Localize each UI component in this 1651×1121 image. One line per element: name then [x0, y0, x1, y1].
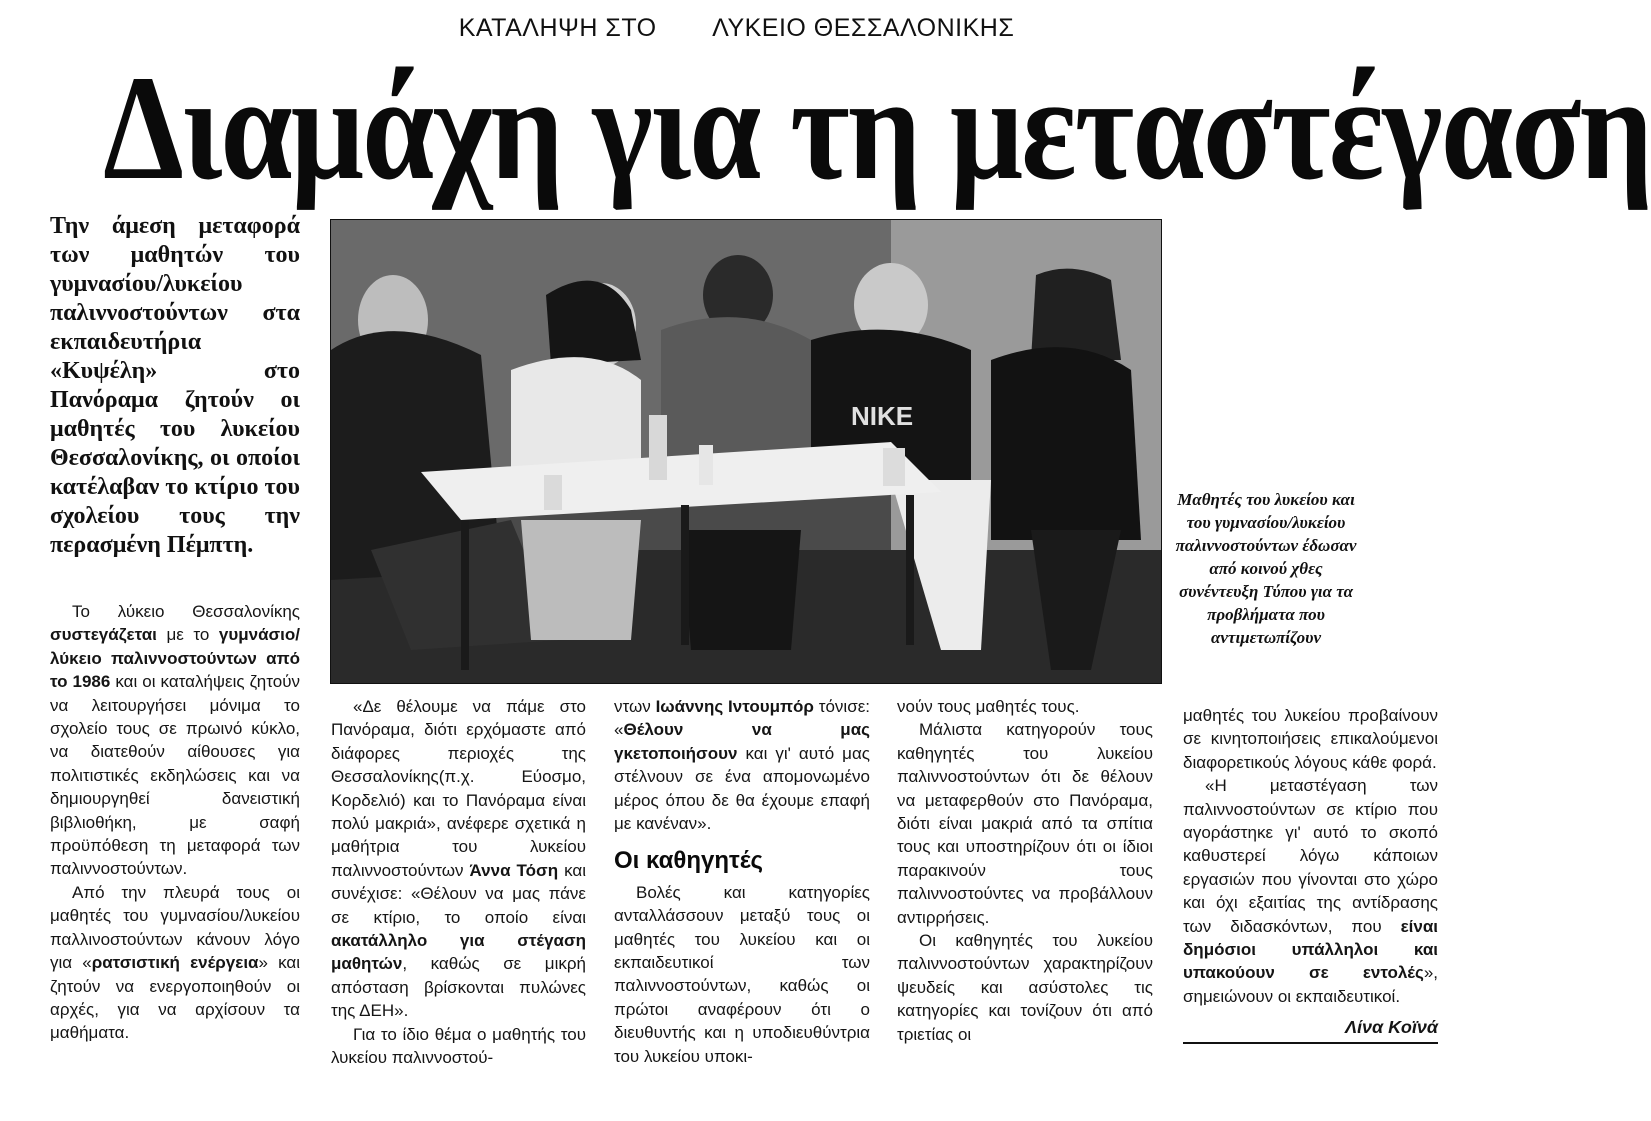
lead-paragraph: Την άμεση μεταφορά των μαθητών του γυμνασίου/λυκείου παλιννοστούντων στα εκπαιδευτήρια «Κυψέλη» στο Πανόραμα ζητούν οι μαθητές του λυκείου Θεσσαλονίκης, οι οποίοι κατέλαβαν το κτίριο του σχολείου τους την περασμένη Πέμπτη. — [50, 213, 300, 558]
text-run: και οι καταλήψεις ζητούν να λειτουργήσει μόνιμα το σχολείο τους σε πρωινό κύκλο, να διατεθούν αίθουσες για πολιτιστικές εκδηλώσεις και να δημιουργηθεί δανειστική βιβλιοθήκη, με σαφή προϋπόθεση τη μεταφορά των παλιννοστούντων. — [50, 672, 300, 879]
col4-paragraph-2: Μάλιστα κατηγορούν τους καθηγητές του λυκείου παλιννοστούντων ότι δε θέλουν να μεταφερθούν στο Πανόραμα, διότι είναι μακριά από τα σπίτια τους και υποστηρίζουν ότι οι ίδιοι παρακινούν τους παλιννοστούντες να προβάλλουν αντιρρήσεις. — [897, 720, 1153, 927]
headline: Διαμάχη για τη μεταστέγαση — [103, 45, 1651, 211]
text-run: Το λύκειο Θεσσαλονίκης — [72, 602, 300, 621]
text-run: Από την πλευρά τους οι μαθητές του γυμνασίου/λυκείου παλλινοστούντων κάνουν λόγο για « — [50, 882, 300, 973]
text-run: τόνισε: « — [614, 697, 870, 740]
bold-run: ακατάλληλο για στέγαση μαθητών — [331, 931, 586, 974]
article-column-1 — [50, 600, 300, 1045]
byline: Λίνα Κοϊνά — [1183, 1016, 1438, 1043]
bold-run: συστεγάζεται — [50, 625, 157, 645]
text-run: » και ζητούν να ενεργοποιηθούν οι αρχές, για να αρχίσουν τα μαθήματα. — [50, 953, 300, 1043]
col1-paragraph-1 — [50, 600, 300, 881]
col5-paragraph-2 — [1183, 774, 1438, 1008]
text-run: ντων — [614, 697, 656, 716]
text-run: , καθώς σε μικρή απόσταση βρίσκονται πυλώνες της ΔΕΗ». — [331, 954, 586, 1021]
text-run: και γι' αυτό μας στέλνουν σε ένα απομονωμένο μέρος όπου δε θα έχουμε επαφή με κανέναν». — [614, 743, 870, 834]
col3-paragraph-1 — [614, 695, 870, 835]
kicker-part-2: ΛΥΚΕΙΟ ΘΕΣΣΑΛΟΝΙΚΗΣ — [712, 14, 1015, 42]
photo-caption: Μαθητές του λυκείου και του γυμνασίου/λυκείου παλιννοστούντων έδωσαν από κοινού χθες συνέντευξη Τύπου για τα προβλήματα που αντιμετωπίζουν — [1175, 490, 1357, 647]
col2-paragraph-1 — [331, 695, 586, 1023]
bold-run: Άννα Τόση — [469, 860, 559, 880]
bold-run: ρατσιστική ενέργεια — [91, 953, 259, 973]
article-column-2 — [331, 695, 586, 1070]
col4-paragraph-3: Οι καθηγητές του λυκείου παλιννοστούντων χαρακτηρίζουν ψευδείς και ασύστολες τις κατηγορίες και τονίζουν ότι από τριετίας οι — [897, 931, 1153, 1044]
kicker-part-1: ΚΑΤΑΛΗΨΗ ΣΤΟ — [458, 14, 657, 42]
article-column-4 — [897, 695, 1153, 1046]
press-photo — [330, 219, 1162, 684]
section-subhead: Οι καθηγητές — [614, 847, 764, 875]
article-column-5 — [1183, 704, 1438, 1044]
col4-paragraph-1: νούν τους μαθητές τους. — [897, 697, 1080, 716]
col2-paragraph-2: Για το ίδιο θέμα ο μαθητής του λυκείου παλιννοστού- — [331, 1024, 586, 1068]
text-run: με το — [156, 625, 219, 645]
col5-paragraph-1: μαθητές του λυκείου προβαίνουν σε κινητοποιήσεις επικαλούμενοι διαφορετικούς λόγους κάθε φορά. — [1183, 706, 1438, 772]
article-column-3 — [614, 695, 870, 1068]
bold-run: είναι δημόσιοι υπάλληλοι και υπακούουν σε εντολές — [1183, 916, 1438, 983]
col1-paragraph-2 — [50, 881, 300, 1045]
press-photo-image — [331, 220, 1161, 683]
shirt-text: NIKE — [851, 401, 914, 431]
text-run: και συνέχισε: «Θέλουν να μας πάνε σε κτίριο, το οποίο είναι — [331, 860, 586, 927]
bold-run: Θέλουν να μας γκετοποιήσουν — [614, 720, 870, 763]
bold-run: Ιωάννης Ιντουμπόρ — [655, 697, 814, 716]
col3-paragraph-2: Βολές και κατηγορίες ανταλλάσσουν μεταξύ τους οι μαθητές του λυκείου και οι εκπαιδευτικοί των παλιννοστούντων, καθώς οι πρώτοι αναφέρουν ότι ο διευθυντής και η υποδιευθύντρια του λυκείου υποκι- — [614, 882, 870, 1066]
text-run: «Η μεταστέγαση των παλιννοστούντων σε κτίριο που αγοράστηκε γι' αυτό το σκοπό καθυστερεί λόγω κάποιων εργασιών που γίνονται στο χώρο και όχι εξαιτίας της αντίδρασης των διδασκόντων, που — [1183, 776, 1438, 936]
text-run: «Δε θέλουμε να πάμε στο Πανόραμα, διότι ερχόμαστε από διάφορες περιοχές της Θεσσαλονίκης(π.χ. Εύοσμο, Κορδελιό) και το Πανόραμα είναι πολύ μακριά», ανέφερε σχετικά η μαθήτρια του λυκείου παλιννοστούντων — [331, 697, 586, 880]
text-run: », σημειώνουν οι εκπαιδευτικοί. — [1183, 963, 1438, 1006]
bold-run: γυμνάσιο/λύκειο παλιννοστούντων από το 1986 — [50, 625, 300, 692]
